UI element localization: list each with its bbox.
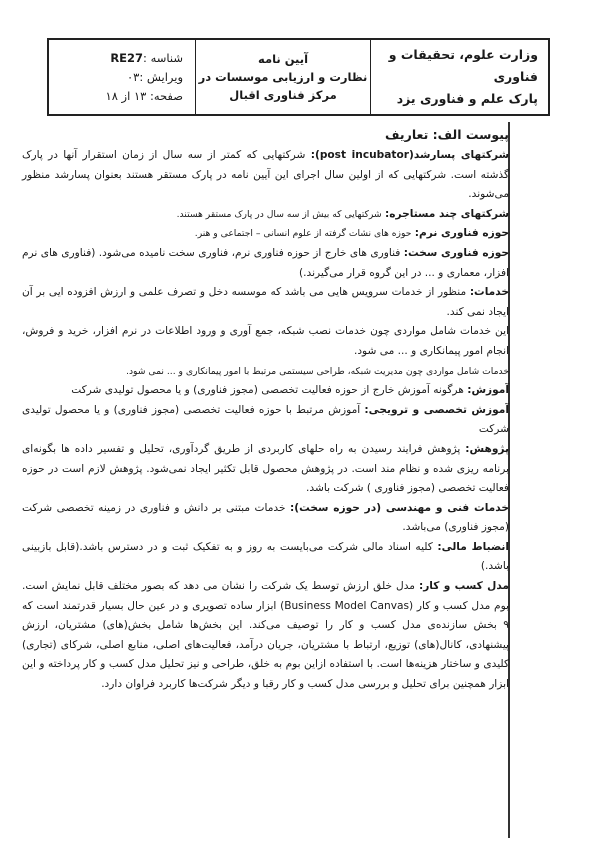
definition-term: انضباط مالی: (437, 540, 509, 553)
definition-specialized-training (22, 401, 509, 440)
definition-term: حوزه فناوری سخت: (403, 246, 509, 259)
definitions-body (22, 124, 509, 695)
definition-term: مدل کسب و کار: (418, 580, 509, 593)
definition-term: خدمات: (469, 286, 509, 299)
definition-term: شرکتهای پسارشد(post incubator): (310, 149, 510, 161)
definition-research (22, 440, 509, 499)
definition-term: آموزش: (467, 384, 509, 397)
definition-multi-tenant (22, 205, 509, 225)
services-included: این خدمات شامل مواردی چون خدمات نصب شبکه، جمع آوری و ورود اطلاعات در نرم افزار، خرید و فروش، انجام امور پیمانکاری و ... می شود. (22, 325, 509, 357)
definition-business-model (22, 577, 509, 695)
document-header (47, 38, 550, 116)
document-id: شناسه :RE27 (110, 50, 183, 65)
definition-term: حوزه فناوری نرم: (414, 227, 509, 240)
definition-text: منظور از خدمات سرویس هایی می باشد که موسسه دخل و تصرف علمی و ارزش افزوده ایی بر آن ایجاد نمی کند. (22, 286, 509, 318)
definition-term: خدمات فنی و مهندسی (در حوزه سخت): (290, 501, 509, 514)
definition-term: آموزش تخصصی و ترویجی: (364, 403, 509, 416)
definition-text: شرکتهایی که بیش از سه سال در پارک مستقر هستند. (176, 208, 382, 220)
park-name: پارک علم و فناوری یزد (396, 91, 538, 106)
definition-technical-services (22, 499, 509, 538)
definition-text: خدمات مبتنی بر دانش و فناوری در زمینه تخصصی شرکت (مجوز فناوری) می‌باشد. (22, 501, 509, 534)
definition-text: مدل خلق ارزش توسط یک شرکت را نشان می دهد که بصور مختلف قابل نمایش است. بوم مدل کسب و کار (Business Model Canvas) ابزار ساده تصویری و در عین حال بسیار قدرتمند است که ۹ بخش سازنده‌ی مدل کسب و کار را توصیف می‌کند. این بخش‌ها شامل بخش(های) مشتریان، ارزش پیشنهادی، کانال(های) توزیع، ارتباط با مشتریان، جریان درآمد، فعالیت‌های اصلی، منابع اصلی، شرکای (تجاری) کلیدی و ساختار هزینه‌ها است. با استفاده ازاین بوم به خلق، طراحی و نیز تحلیل مدل کسب و کار پرداخته و این ابزار همچنین برای تحلیل و بررسی مدل کسب و کار رقبا و دیگر شرکت‌ها کاربرد فراوان دارد. (22, 580, 509, 691)
document-version: ویرایش :۰۳ (126, 69, 183, 84)
definition-soft-tech (22, 224, 509, 244)
definition-financial-discipline (22, 538, 509, 577)
definition-text: کلیه اسناد مالی شرکت می‌بایست به روز و به تفکیک ثبت و در دسترس باشد.(قابل بازبینی باشد.) (22, 540, 509, 573)
definition-services (22, 283, 509, 322)
appendix-heading: پیوست الف: تعاریف (385, 127, 509, 142)
definition-text: آموزش مرتبط با حوزه فعالیت تخصصی (مجوز فناوری) و یا محصول تولیدی شرکت (22, 403, 509, 436)
page-number: صفحه: ۱۳ از ۱۸ (105, 88, 183, 103)
organization-name: وزارت علوم، تحقیقات و فناوری (388, 47, 538, 84)
definition-post-incubator (22, 146, 509, 205)
header-title (195, 40, 370, 114)
header-meta (49, 40, 195, 114)
regulation-label: آیین نامه (257, 52, 309, 66)
regulation-title-line: نظارت و ارزیابی موسسات در (198, 70, 368, 84)
services-excluded: خدمات شامل مواردی چون مدیریت شبکه، طراحی سیستمی مرتبط با امور پیمانکاری و ... نمی شود. (126, 365, 509, 377)
definition-text: حوزه های نشات گرفته از علوم انسانی – اجتماعی و هنر. (194, 228, 412, 240)
definition-text: هرگونه آموزش خارج از حوزه فعالیت تخصصی (مجوز فناوری) و یا محصول تولیدی شرکت (71, 384, 464, 397)
definition-training (22, 381, 509, 401)
header-organization (370, 40, 548, 114)
definition-text: شرکتهایی که کمتر از سه سال از زمان استقرار آنها در پارک گذشته است. شرکتهایی که از اولین سال اجرای این آیین نامه در پارک مستقر هستند بعنوان پسارشد منظور می‌شوند. (22, 149, 509, 201)
regulation-center-line: مرکز فناوری اقبال (229, 88, 337, 102)
definition-term: پژوهش: (465, 442, 509, 455)
definition-text: پژوهش فرایند رسیدن به راه حلهای کاربردی از طریق گردآوری، تحلیل و تفسیر داده ها بگونه‌ای برنامه ریزی شده و نظام مند است. در پژوهش محصول قابل تکثیر ایجاد نمی‌شود. پژوهش لازم است در حوزه فعالیت تخصصی (مجوز فناوری ) شرکت باشد. (22, 442, 509, 495)
definition-hard-tech (22, 244, 509, 283)
definition-term: شرکتهای چند مستاجره: (385, 207, 509, 220)
definition-text: فناوری های خارج از حوزه فناوری نرم، فناوری سخت نامیده می‌شود. (فناوری های نرم افزار، معماری و ... در این گروه قرار می‌گیرند.) (22, 246, 509, 279)
